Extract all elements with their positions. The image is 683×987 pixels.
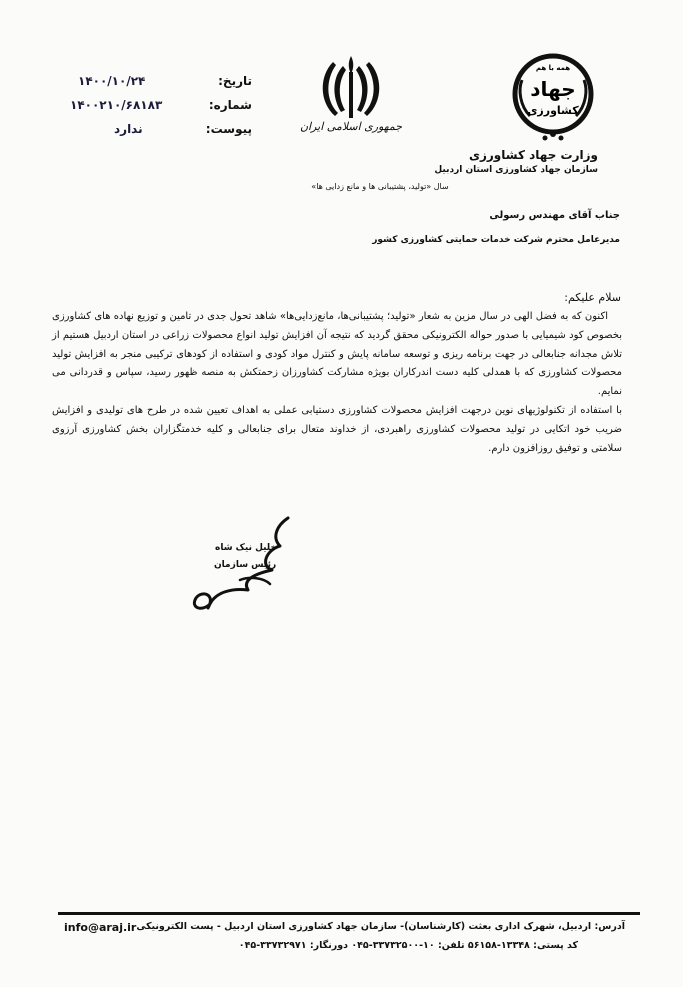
letter-body (52, 308, 622, 458)
date-row (62, 74, 252, 94)
ministry-name: وزارت جهاد کشاورزی (468, 148, 598, 162)
footer-divider (58, 912, 640, 915)
logo-top-text: همه با هم (535, 64, 571, 72)
year-slogan: سال «تولید، پشتیبانی ها و مانع زدایی ها» (311, 182, 449, 191)
signatory-title: رئیس سازمان (214, 560, 277, 570)
recipient-title: مدیرعامل محترم شرکت خدمات حمایتی کشاورزی کشور (372, 235, 620, 245)
logo-sub-text: کشاورزی (527, 104, 579, 117)
footer-email[interactable]: info@araj.ir (64, 921, 137, 934)
organization-name: سازمان جهاد کشاورزی استان اردبیل (434, 165, 598, 175)
number-label: شماره: (208, 98, 252, 112)
footer-contact: کد پستی: ۱۳۳۴۸-۵۶۱۵۸ تلفن: ۱۰-۳۳۷۳۲۵۰۰-۰۴۵ دورنگار: ۳۳۷۳۲۹۷۱-۰۴۵ (238, 940, 578, 951)
number-value: ۱۴۰۰۲۱۰/۶۸۱۸۳ (70, 98, 163, 112)
salutation: سلام علیکم: (564, 291, 621, 304)
recipient-name: جناب آقای مهندس رسولی (489, 210, 620, 221)
number-row (62, 98, 252, 118)
attachment-value: ندارد (114, 122, 143, 136)
body-paragraph: با استفاده از تکنولوژیهای نوین درجهت افزایش محصولات کشاورزی دستیابی عملی به اهداف تعیین شده در طرح های تولیدی و افزایش ضریب خود اتکایی در تولید محصولات کشاورزی راهبردی، از خداوند متعال برای جنابعالی و کلیه خدمتگزاران بخش کشاورزی آرزوی سلامتی و توفیق روزافزون دارم. (52, 404, 622, 454)
iran-emblem-icon (315, 52, 387, 122)
jahad-keshavarzi-logo (508, 50, 598, 142)
footer-address: آدرس: اردبیل، شهرک اداری بعثت (کارشناسان)- سازمان جهاد کشاورزی استان اردبیل - پست الکترونیکی (136, 921, 625, 932)
body-paragraph: اکنون که به فضل الهی در سال مزین به شعار «تولید؛ پشتیبانی‌ها، مانع‌زدایی‌ها» شاهد تحول جدی در تامین و توزیع نهاده های کشاورزی بخصوص کود شیمیایی با صدور حواله الکترونیکی محقق گردید که نتیجه آن افزایش تولید انواع محصولات زراعی در استان اردبیل هستیم از تلاش مجدانه جنابعالی در جهت برنامه ریزی و توسعه سامانه پایش و کنترل مواد کودی و استفاده از کودهای ترکیبی منجر به افزایش تولید محصولات کشاورزی که با همدلی کلیه دست اندرکاران بویژه مشارکت کشاورزان زحمتکش به منصه ظهور رسید، سپاس و قدردانی می نمایم. (52, 311, 622, 398)
logo-main-text: جهاد (530, 77, 576, 101)
date-label: تاریخ: (218, 74, 252, 88)
signatory-name: خلیل نیک شاه (215, 543, 277, 553)
emblem-caption: جمهوری اسلامی ایران (299, 120, 403, 133)
date-value: ۱۴۰۰/۱۰/۲۴ (78, 74, 146, 88)
attachment-row (62, 122, 252, 142)
attachment-label: پیوست: (205, 122, 252, 136)
